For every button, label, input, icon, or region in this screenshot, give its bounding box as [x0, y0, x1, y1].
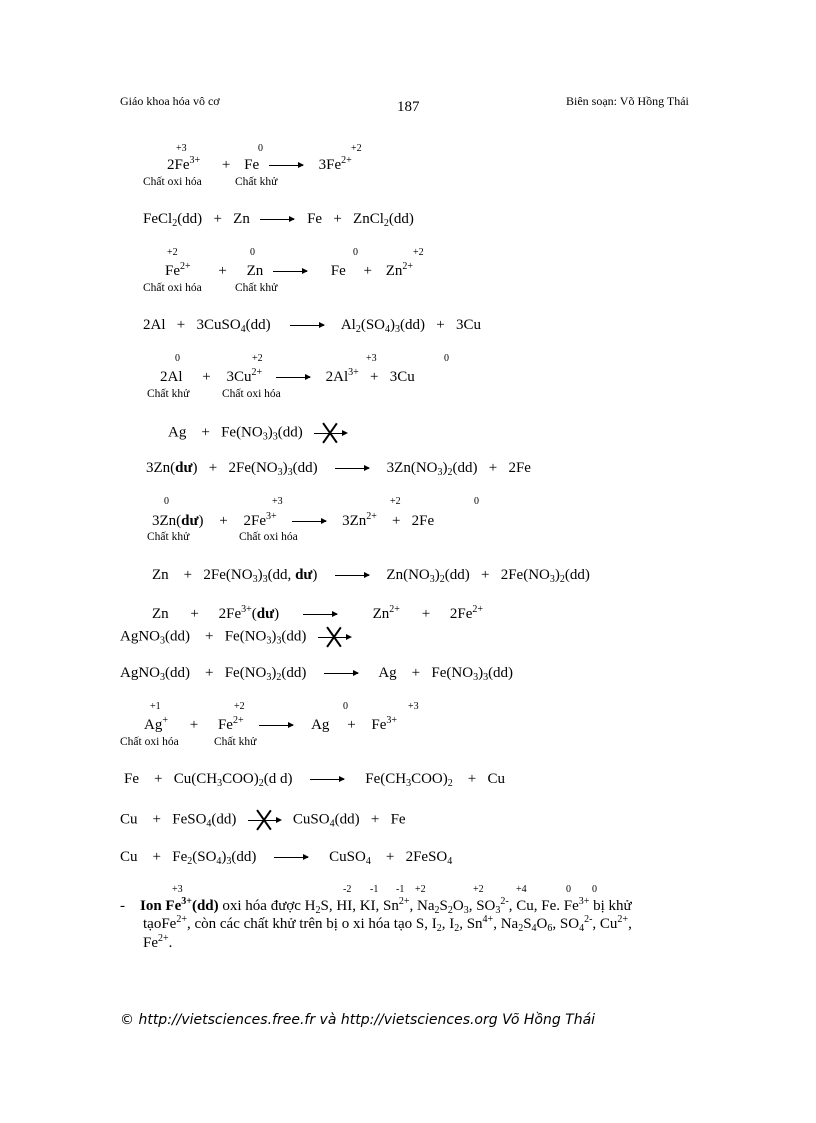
ox-state: +2: [167, 247, 178, 258]
ox-state: 0: [474, 496, 479, 507]
equation: $Ag^+ + Fe^{2+}$ $Ag + Fe^{3+}$: [144, 715, 398, 733]
reductant-label: Chất khử: [235, 282, 278, 294]
ox-state: 0: [444, 353, 449, 364]
ox-state: +3: [272, 496, 283, 507]
ox-state: 0: [353, 247, 358, 258]
ox-state: +3: [176, 143, 187, 154]
oxidant-label: Chất oxi hóa: [120, 736, 179, 748]
equation: 3Zn(dư) + $2Fe^{3+}$ $3Zn^{2+}$ + 2Fe: [152, 511, 435, 529]
ox-state: -1: [370, 884, 379, 895]
equation: 2Al + 3CuSO$_4$(dd) $Al_2(SO_4)_3(dd)$ + 3Cu: [143, 317, 481, 335]
header-right: Biên soạn: Võ Hồng Thái: [566, 94, 689, 108]
arrow-icon: [310, 779, 344, 780]
equation: Ag + $Fe(NO_3)_3(dd)$: [168, 423, 348, 443]
equation: 3Zn(dư) + $2Fe(NO_3)_3(dd)$ $3Zn(NO_3)_2(dd)$ + 2Fe: [146, 460, 531, 478]
note-line-3: $Fe^{2+}$.: [143, 933, 173, 951]
ox-state: +2: [390, 496, 401, 507]
header-left: Giáo khoa hóa vô cơ: [120, 94, 220, 108]
ox-state: +3: [172, 884, 183, 895]
arrow-icon: [303, 614, 337, 615]
equation: Fe + $Cu(CH_3COO)_2(d$ d) $Fe(CH_3COO)_2$ + Cu: [124, 771, 505, 789]
reductant-label: Chất khử: [147, 388, 190, 400]
ox-state: 0: [250, 247, 255, 258]
ox-state: +2: [473, 884, 484, 895]
ox-state: 0: [592, 884, 597, 895]
oxidant-label: Chất oxi hóa: [143, 176, 202, 188]
arrow-icon: [260, 219, 294, 220]
oxidant-label: Chất oxi hóa: [222, 388, 281, 400]
arrow-icon: [269, 165, 303, 166]
footer: © http://vietsciences.free.fr và http://vietsciences.org Võ Hồng Thái: [120, 1012, 596, 1028]
equation: Cu + FeSO$_4$(dd) CuSO$_4$(dd) + Fe: [120, 811, 406, 830]
ox-state: +1: [150, 701, 161, 712]
arrow-icon: [335, 575, 369, 576]
ox-state: +2: [413, 247, 424, 258]
ox-state: +3: [408, 701, 419, 712]
reductant-label: Chất khử: [235, 176, 278, 188]
arrow-icon: [276, 377, 310, 378]
oxidant-label: Chất oxi hóa: [143, 282, 202, 294]
ox-state: +2: [415, 884, 426, 895]
note-paragraph: - Ion $Fe^{3+}(dd)$ oxi hóa được $H_2S$, HI, KI, $Sn^{2+}$, $Na_2S_2O_3$, $SO_3^{2-}$, Cu, Fe. $Fe^{3+}$ bị khử: [120, 896, 632, 916]
ox-state: +2: [351, 143, 362, 154]
equation: AgNO$_3$(dd) + $Fe(NO_3)_3(dd)$: [120, 627, 352, 647]
equation: $Zn + 2Fe^{3+}(dư) Zn^{2+} + 2Fe^{2+}$: [152, 604, 484, 622]
ox-state: -2: [343, 884, 352, 895]
reductant-label: Chất khử: [214, 736, 257, 748]
reductant-label: Chất khử: [147, 531, 190, 543]
ox-state: 0: [343, 701, 348, 712]
oxidant-label: Chất oxi hóa: [239, 531, 298, 543]
equation: Zn + $2Fe(NO_3)_3(dd$, dư) $Zn(NO_3)_2(dd)$ + $2Fe(NO_3)_2(dd)$: [152, 567, 590, 585]
ox-state: -1: [396, 884, 405, 895]
equation: $Fe^{2+} + Zn$ $Fe + Zn^{2+}$: [165, 261, 414, 279]
arrow-icon: [290, 325, 324, 326]
ox-state: +3: [366, 353, 377, 364]
arrow-icon: [324, 673, 358, 674]
no-reaction-arrow-icon: [248, 810, 282, 830]
page-number: 187: [397, 99, 420, 115]
note-line-2: tạoFe$^{2+}$, còn các chất khử trên bị o xi hóa tạo S, $I_2$, $I_2$, $Sn^{4+}$, $Na_2S_4O_6$, $SO_4^{2-}$, $Cu^{2+}$,: [143, 914, 632, 934]
arrow-icon: [292, 521, 326, 522]
ox-state: 0: [175, 353, 180, 364]
arrow-icon: [274, 857, 308, 858]
equation: $2Fe^{3+} + Fe$ $3Fe^{2+}$: [167, 155, 352, 173]
ox-state: 0: [566, 884, 571, 895]
equation: FeCl$_2$(dd) + Zn Fe + ZnCl$_2$(dd): [143, 211, 414, 229]
ox-state: +4: [516, 884, 527, 895]
equation: Cu + $Fe_2(SO_4)_3(dd)$ CuSO$_4$ + 2FeSO$_4$: [120, 849, 453, 867]
ox-state: 0: [164, 496, 169, 507]
arrow-icon: [273, 271, 307, 272]
arrow-icon: [335, 468, 369, 469]
equation: AgNO$_3$(dd) + $Fe(NO_3)_2(dd)$ Ag + $Fe(NO_3)_3(dd)$: [120, 665, 514, 683]
ox-state: 0: [258, 143, 263, 154]
ox-state: +2: [234, 701, 245, 712]
ox-state: +2: [252, 353, 263, 364]
arrow-icon: [259, 725, 293, 726]
no-reaction-arrow-icon: [318, 627, 352, 647]
equation: $2Al + 3Cu^{2+}$ $2Al^{3+}$ + 3Cu: [160, 367, 415, 385]
no-reaction-arrow-icon: [314, 423, 348, 443]
